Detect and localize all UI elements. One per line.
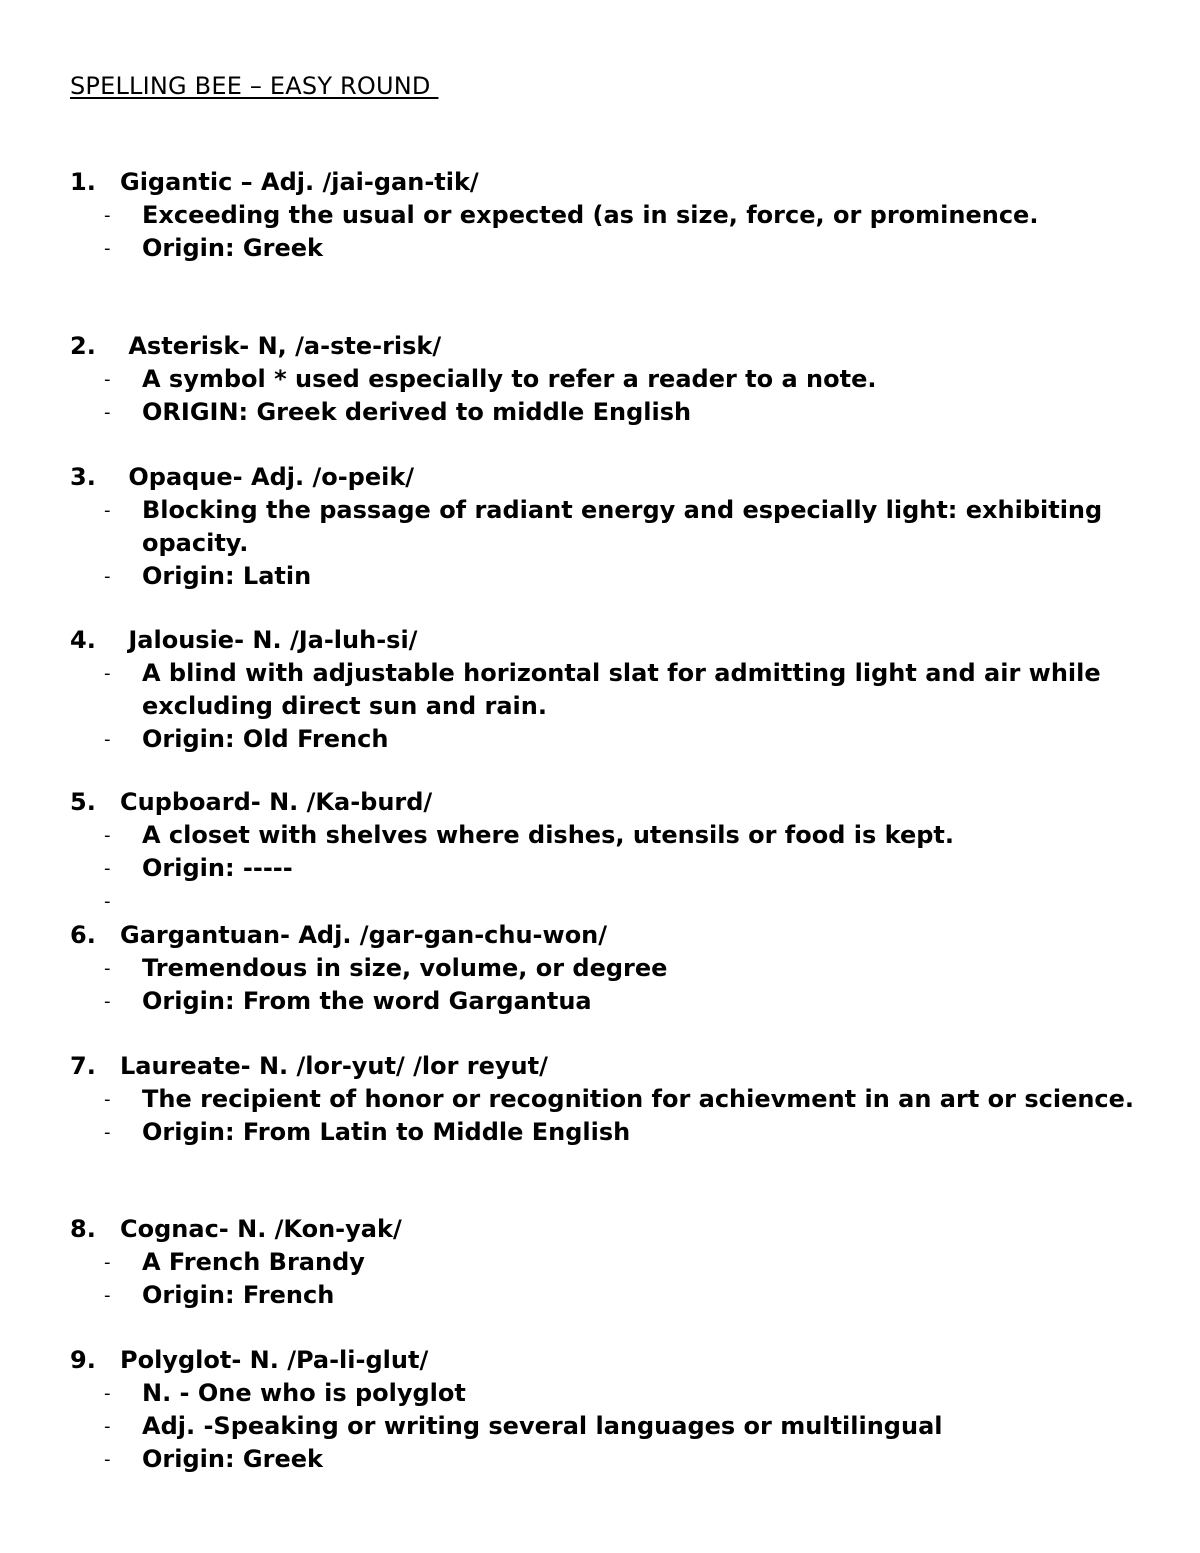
entry-detail: - A symbol * used especially to refer a reader to a note. xyxy=(70,363,1140,396)
entry-detail: - The recipient of honor or recognition for achievment in an art or science. xyxy=(70,1083,1140,1116)
word-entry xyxy=(70,919,1140,1018)
bullet-dash-icon: - xyxy=(104,825,111,846)
entry-detail: - Origin: French xyxy=(70,1279,1140,1312)
entry-detail: - Adj. -Speaking or writing several languages or multilingual xyxy=(70,1410,1140,1443)
entry-details xyxy=(70,1246,1140,1312)
bullet-dash-icon: - xyxy=(104,1449,111,1470)
entry-number: 5. xyxy=(70,788,96,816)
bullet-dash-icon: - xyxy=(104,958,111,979)
entry-detail: - Exceeding the usual or expected (as in size, force, or prominence. xyxy=(70,199,1140,232)
entry-headword: Gargantuan- Adj. /gar-gan-chu-won/ xyxy=(120,921,608,949)
bullet-dash-icon: - xyxy=(104,1122,111,1143)
word-entry xyxy=(70,461,1140,593)
entry-heading xyxy=(70,1344,1140,1377)
entry-headword: Cupboard- N. /Ka-burd/ xyxy=(120,788,433,816)
entry-details xyxy=(70,494,1140,593)
bullet-dash-icon: - xyxy=(104,1089,111,1110)
bullet-dash-icon: - xyxy=(104,729,111,750)
entry-heading xyxy=(70,624,1140,657)
bullet-dash-icon: - xyxy=(104,500,111,521)
entry-details xyxy=(70,819,1140,918)
entry-details xyxy=(70,363,1140,429)
entry-heading xyxy=(70,919,1140,952)
entry-heading xyxy=(70,786,1140,819)
entry-detail: - Origin: Greek xyxy=(70,1443,1140,1476)
entry-number: 6. xyxy=(70,921,96,949)
entry-headword: Asterisk- N, /a-ste-risk/ xyxy=(120,332,442,360)
entry-headword: Laureate- N. /lor-yut/ /lor reyut/ xyxy=(120,1052,548,1080)
entry-number: 9. xyxy=(70,1346,96,1374)
word-entry xyxy=(70,786,1140,918)
bullet-dash-icon: - xyxy=(104,369,111,390)
entry-detail: - ORIGIN: Greek derived to middle English xyxy=(70,396,1140,429)
entry-heading xyxy=(70,1050,1140,1083)
bullet-dash-icon: - xyxy=(104,238,111,259)
entry-number: 4. xyxy=(70,626,96,654)
entry-detail: - Origin: Greek xyxy=(70,232,1140,265)
entry-headword: Opaque- Adj. /o-peik/ xyxy=(120,463,415,491)
bullet-dash-icon: - xyxy=(104,566,111,587)
entry-detail: - Origin: Latin xyxy=(70,560,1140,593)
entry-detail: - Origin: From the word Gargantua xyxy=(70,985,1140,1018)
entry-detail xyxy=(70,885,1140,918)
entry-detail: - N. - One who is polyglot xyxy=(70,1377,1140,1410)
entry-headword: Cognac- N. /Kon-yak/ xyxy=(120,1215,402,1243)
entry-number: 7. xyxy=(70,1052,96,1080)
entry-detail: - Tremendous in size, volume, or degree xyxy=(70,952,1140,985)
entry-number: 1. xyxy=(70,168,96,196)
entry-detail: - Blocking the passage of radiant energy and especially light: exhibiting opacity. xyxy=(104,496,1103,557)
bullet-dash-icon: - xyxy=(104,1383,111,1404)
word-entry xyxy=(70,1050,1140,1149)
entry-heading xyxy=(70,461,1140,494)
entry-detail: - A blind with adjustable horizontal slat for admitting light and air while excluding direct sun and rain. xyxy=(104,659,1101,720)
word-entry xyxy=(70,1344,1140,1476)
entry-headword: Polyglot- N. /Pa-li-glut/ xyxy=(120,1346,429,1374)
entry-details xyxy=(70,657,1140,756)
bullet-dash-icon: - xyxy=(104,991,111,1012)
bullet-dash-icon: - xyxy=(104,858,111,879)
entry-number: 3. xyxy=(70,463,96,491)
bullet-dash-icon: - xyxy=(104,891,111,912)
bullet-dash-icon: - xyxy=(104,205,111,226)
entry-detail: - Origin: ----- xyxy=(70,852,1140,885)
entry-detail: - A French Brandy xyxy=(70,1246,1140,1279)
bullet-dash-icon: - xyxy=(104,1285,111,1306)
entry-detail: - A closet with shelves where dishes, utensils or food is kept. xyxy=(70,819,1140,852)
word-entry xyxy=(70,624,1140,756)
word-entry xyxy=(70,1213,1140,1312)
entry-heading xyxy=(70,166,1140,199)
entry-headword: Jalousie- N. /Ja-luh-si/ xyxy=(120,626,418,654)
page-title: SPELLING BEE – EASY ROUND xyxy=(70,72,439,100)
entry-detail: - Origin: From Latin to Middle English xyxy=(70,1116,1140,1149)
entry-heading xyxy=(70,330,1140,363)
bullet-dash-icon: - xyxy=(104,402,111,423)
entry-details xyxy=(70,199,1140,265)
word-entry xyxy=(70,166,1140,265)
bullet-dash-icon: - xyxy=(104,1416,111,1437)
bullet-dash-icon: - xyxy=(104,1252,111,1273)
entry-number: 2. xyxy=(70,332,96,360)
entry-details xyxy=(70,1083,1140,1149)
bullet-dash-icon: - xyxy=(104,663,111,684)
word-entry xyxy=(70,330,1140,429)
entry-heading xyxy=(70,1213,1140,1246)
entry-details xyxy=(70,952,1140,1018)
entry-details xyxy=(70,1377,1140,1476)
entry-number: 8. xyxy=(70,1215,96,1243)
entry-detail: - Origin: Old French xyxy=(70,723,1140,756)
entry-headword: Gigantic – Adj. /jai-gan-tik/ xyxy=(120,168,479,196)
